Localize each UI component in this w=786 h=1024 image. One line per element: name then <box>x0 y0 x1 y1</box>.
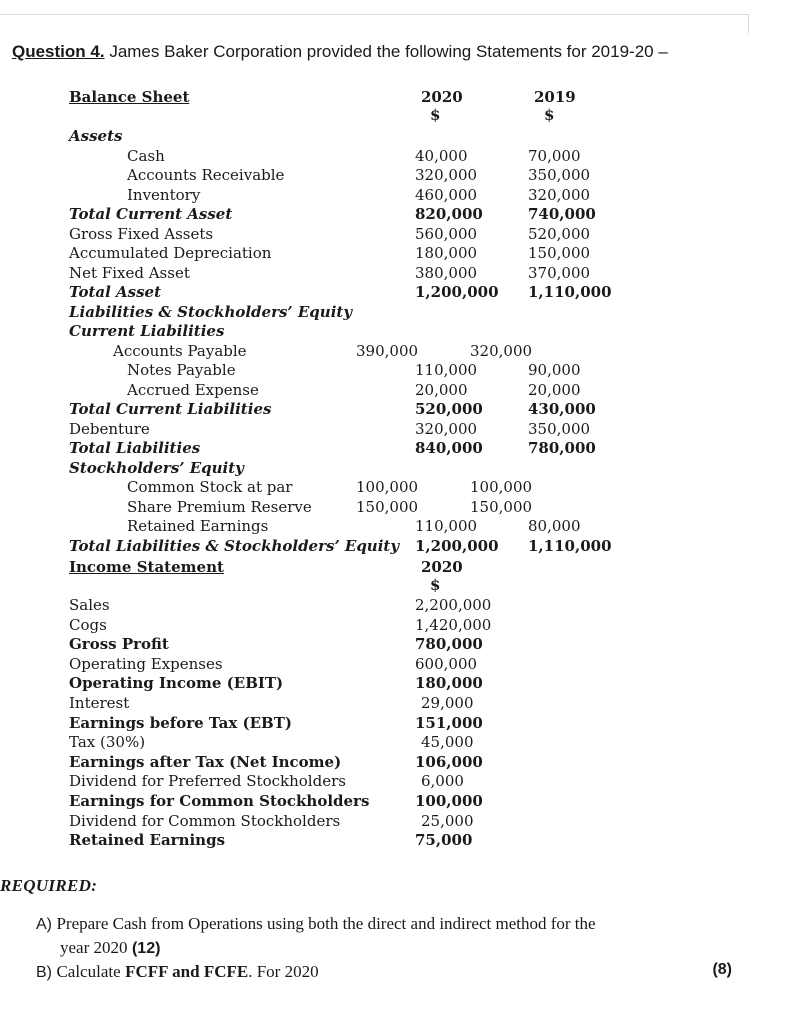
bs-row-label: Inventory <box>127 185 201 204</box>
is-row-label: Earnings after Tax (Net Income) <box>69 752 342 771</box>
bs-row-label: Accounts Payable <box>113 341 247 360</box>
bs-value-2020: 40,000 <box>415 146 468 165</box>
bs-value-2019: 320,000 <box>470 341 533 360</box>
is-row-value: 29,000 <box>421 694 474 712</box>
bs-row-label: Total Liabilities <box>69 439 201 457</box>
is-row-value: 600,000 <box>415 654 478 673</box>
bs-value-2019: 320,000 <box>528 185 591 204</box>
is-row-value: 780,000 <box>415 635 483 654</box>
bs-value-2020: 460,000 <box>415 185 478 204</box>
bs-value-2019: 350,000 <box>528 166 591 184</box>
bs-value-2020: 560,000 <box>415 224 478 243</box>
income-statement-title: Income Statement <box>69 558 224 576</box>
is-row-label: Dividend for Preferred Stockholders <box>69 772 346 791</box>
task-a <box>36 913 596 935</box>
is-row-value: 6,000 <box>421 772 464 791</box>
task-a-text-1: Prepare Cash from Operations using both the direct and indirect method for the <box>56 914 596 933</box>
question-number: Question 4. <box>12 42 105 61</box>
bs-value-2019: 370,000 <box>528 263 591 282</box>
bs-value-2020: 1,200,000 <box>415 536 499 555</box>
question-title <box>12 42 668 62</box>
task-b <box>36 961 319 983</box>
bs-value-2020: 520,000 <box>415 400 483 418</box>
task-b-marks: (8) <box>712 961 732 978</box>
bs-value-2019: 780,000 <box>528 439 596 457</box>
is-row-value: 106,000 <box>415 752 483 771</box>
bs-value-2019: 740,000 <box>528 205 596 223</box>
task-a-marker: A) <box>36 916 52 933</box>
is-row-label: Gross Profit <box>69 635 169 654</box>
is-row-value: 180,000 <box>415 674 483 693</box>
is-header-2020: 2020 <box>421 558 463 576</box>
is-row-label: Sales <box>69 596 110 614</box>
is-row-value: 100,000 <box>415 792 483 810</box>
required-heading: REQUIRED: <box>0 876 98 895</box>
bs-row-label: Net Fixed Asset <box>69 263 190 282</box>
is-row-label: Earnings before Tax (EBT) <box>69 713 292 732</box>
bs-value-2020: 840,000 <box>415 439 483 457</box>
bs-value-2020: 150,000 <box>356 497 419 516</box>
bs-row-label: Cash <box>127 146 165 165</box>
bs-value-2020: 320,000 <box>415 166 478 184</box>
is-row-value: 25,000 <box>421 811 474 830</box>
is-row-label: Earnings for Common Stockholders <box>69 792 370 810</box>
bs-row-label: Accrued Expense <box>127 380 259 399</box>
is-row-label: Interest <box>69 694 130 712</box>
bs-value-2020: 100,000 <box>356 478 419 496</box>
is-row-value: 151,000 <box>415 713 483 732</box>
bs-value-2020: 110,000 <box>415 517 478 535</box>
bs-value-2019: 150,000 <box>528 244 591 262</box>
task-b-post: . For 2020 <box>248 962 319 981</box>
is-row-label: Retained Earnings <box>69 831 226 850</box>
bs-value-2020: 390,000 <box>356 341 419 360</box>
bs-row-label: Total Current Liabilities <box>69 400 272 418</box>
bs-value-2020: 1,200,000 <box>415 283 499 301</box>
bs-row-label: Total Current Asset <box>69 205 233 223</box>
bs-currency-2020: $ <box>430 106 441 124</box>
bs-row-label: Accumulated Depreciation <box>69 244 272 262</box>
is-row-value: 75,000 <box>415 831 473 850</box>
bs-row-label: Accounts Receivable <box>127 166 285 184</box>
bs-currency-2019: $ <box>544 106 555 124</box>
bs-value-2020: 820,000 <box>415 205 483 223</box>
bs-value-2019: 70,000 <box>528 146 581 165</box>
bs-header-2019: 2019 <box>534 88 576 106</box>
bs-row-label: Stockholders’ Equity <box>69 458 244 477</box>
is-row-label: Operating Expenses <box>69 654 223 673</box>
bs-value-2019: 430,000 <box>528 400 596 418</box>
is-row-value: 1,420,000 <box>415 615 492 634</box>
is-row-label: Cogs <box>69 615 107 634</box>
bs-value-2019: 80,000 <box>528 517 581 535</box>
bs-value-2019: 1,110,000 <box>528 283 612 301</box>
bs-row-label: Assets <box>69 127 123 145</box>
is-row-label: Tax (30%) <box>69 733 146 752</box>
bs-value-2019: 520,000 <box>528 224 591 243</box>
is-currency: $ <box>430 576 441 594</box>
bs-row-label: Notes Payable <box>127 361 236 379</box>
bs-row-label: Current Liabilities <box>69 322 225 340</box>
bs-value-2020: 20,000 <box>415 380 468 399</box>
bs-value-2019: 20,000 <box>528 380 581 399</box>
bs-row-label: Share Premium Reserve <box>127 497 312 516</box>
bs-row-label: Liabilities & Stockholders’ Equity <box>69 302 353 321</box>
task-a-text-2: year 2020 <box>60 938 128 957</box>
bs-value-2020: 180,000 <box>415 244 478 262</box>
bs-value-2019: 100,000 <box>470 478 533 496</box>
bs-row-label: Total Liabilities & Stockholders’ Equity <box>69 536 400 555</box>
page-top-border <box>0 14 749 33</box>
bs-value-2020: 110,000 <box>415 361 478 379</box>
bs-row-label: Total Asset <box>69 283 162 301</box>
is-row-label: Operating Income (EBIT) <box>69 674 284 693</box>
task-a-marks: (12) <box>131 940 161 957</box>
question-text: James Baker Corporation provided the following Statements for 2019-20 – <box>109 42 668 61</box>
bs-value-2019: 150,000 <box>470 497 533 516</box>
bs-row-label: Common Stock at par <box>127 478 293 496</box>
bs-row-label: Debenture <box>69 419 150 438</box>
bs-value-2019: 90,000 <box>528 361 581 379</box>
bs-value-2019: 350,000 <box>528 419 591 438</box>
is-row-label: Dividend for Common Stockholders <box>69 811 341 830</box>
bs-row-label: Retained Earnings <box>127 517 269 535</box>
bs-value-2020: 380,000 <box>415 263 478 282</box>
task-a-line2 <box>60 937 160 959</box>
bs-value-2019: 1,110,000 <box>528 536 612 555</box>
bs-value-2020: 320,000 <box>415 419 478 438</box>
bs-row-label: Gross Fixed Assets <box>69 224 214 243</box>
balance-sheet-title: Balance Sheet <box>69 88 190 106</box>
task-b-pre: Calculate <box>56 962 121 981</box>
task-b-marker: B) <box>36 964 52 981</box>
task-b-bold: FCFF and FCFE <box>125 962 249 981</box>
is-row-value: 45,000 <box>421 733 474 752</box>
bs-header-2020: 2020 <box>421 88 463 106</box>
is-row-value: 2,200,000 <box>415 596 492 614</box>
